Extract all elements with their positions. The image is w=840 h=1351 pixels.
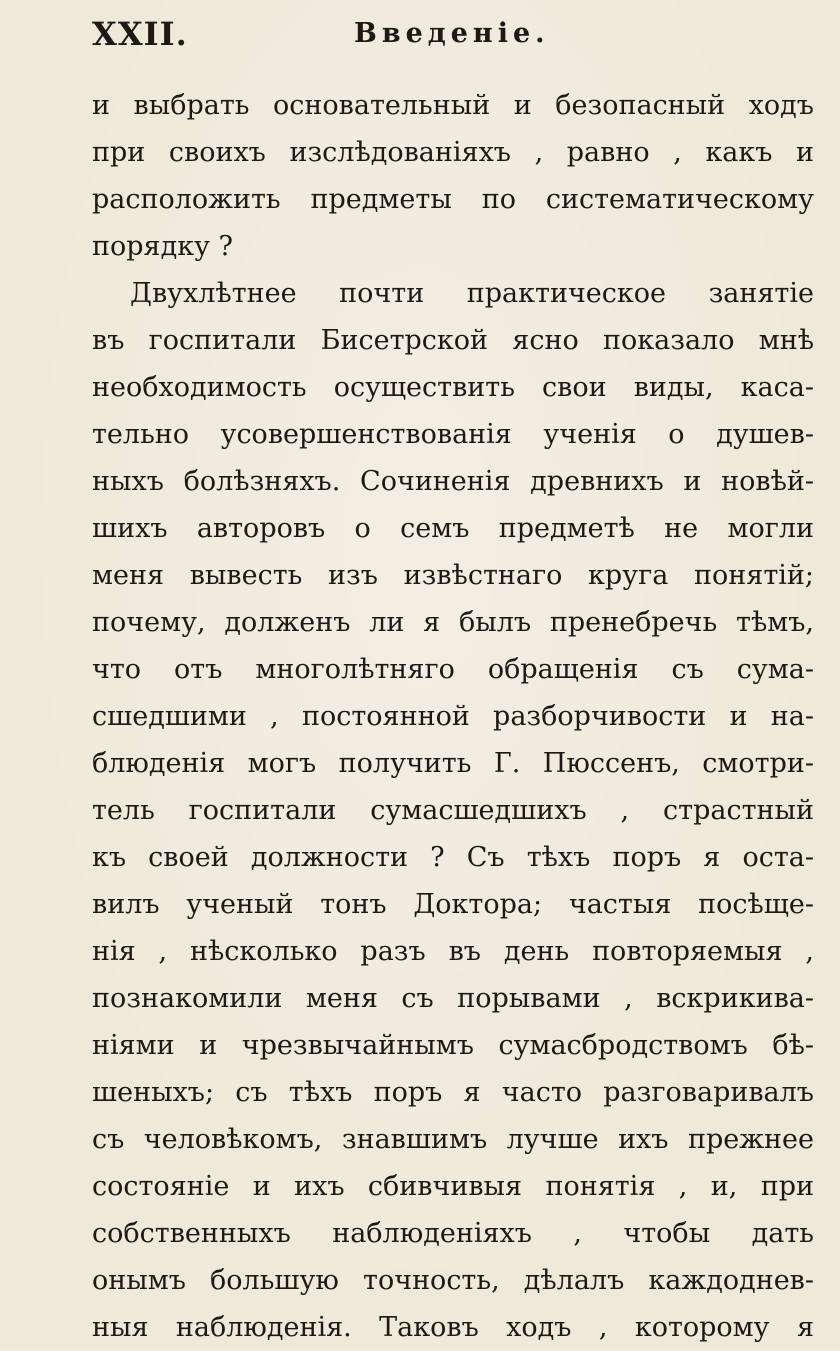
text-line: сшедшими , постоянной разборчивости и на- (92, 701, 814, 732)
text-line: шихъ авторовъ о семъ предметѣ не могли (92, 513, 814, 544)
text-line: нія , нѣсколько разъ въ день повторяемыя , (92, 936, 814, 967)
text-line: меня вывесть изъ извѣстнаго круга понятій; (92, 560, 814, 591)
text-line: онымъ большую точность, дѣлалъ каждоднев- (92, 1265, 814, 1296)
text-line: порядку ? (92, 231, 234, 262)
text-line: необходимость осуществить свои виды, каса- (92, 372, 814, 403)
text-line: состояніе и ихъ сбивчивыя понятія , и, при (92, 1171, 814, 1202)
text-line: собственныхъ наблюденіяхъ , чтобы дать (92, 1218, 814, 1249)
text-line: тельно усовершенствованія ученія о душев- (92, 419, 814, 450)
page-number: XXII. (92, 15, 188, 53)
text-line: почему, долженъ ли я былъ пренебречь тѣмъ, (92, 607, 814, 638)
text-line: и выбрать основательный и безопасный ходъ (92, 90, 814, 121)
text-line: съ человѣкомъ, знавшимъ лучше ихъ прежнее (92, 1124, 814, 1155)
body-text (92, 82, 814, 1351)
text-line: къ своей должности ? Съ тѣхъ поръ я оста- (92, 842, 814, 873)
text-line: познакомили меня съ порывами , вскрикива- (92, 983, 814, 1014)
text-line: что отъ многолѣтняго обращенія съ сума- (92, 654, 814, 685)
section-title: Введеніе. (354, 18, 550, 49)
text-line: ныя наблюденія. Таковъ ходъ , которому я (92, 1312, 814, 1343)
text-line: въ госпитали Бисетрской ясно показало мнѣ (92, 325, 814, 356)
text-line: расположить предметы по систематическому (92, 184, 814, 215)
text-line: тель госпитали сумасшедшихъ , страстный (92, 795, 814, 826)
running-head (92, 12, 812, 62)
text-line: блюденія могъ получить Г. Пюссенъ, смотри- (92, 748, 814, 779)
paragraph-first-line: Двухлѣтнее почти практическое занятіе (130, 278, 814, 309)
text-line: вилъ ученый тонъ Доктора; частыя посѣще- (92, 889, 814, 920)
text-line: при своихъ изслѣдованіяхъ , равно , какъ и (92, 137, 814, 168)
text-line: шеныхъ; съ тѣхъ поръ я часто разговаривалъ (92, 1077, 814, 1108)
text-line: ныхъ болѣзняхъ. Сочиненія древнихъ и новѣй- (92, 466, 814, 497)
text-line: ніями и чрезвычайнымъ сумасбродствомъ бѣ- (92, 1030, 814, 1061)
